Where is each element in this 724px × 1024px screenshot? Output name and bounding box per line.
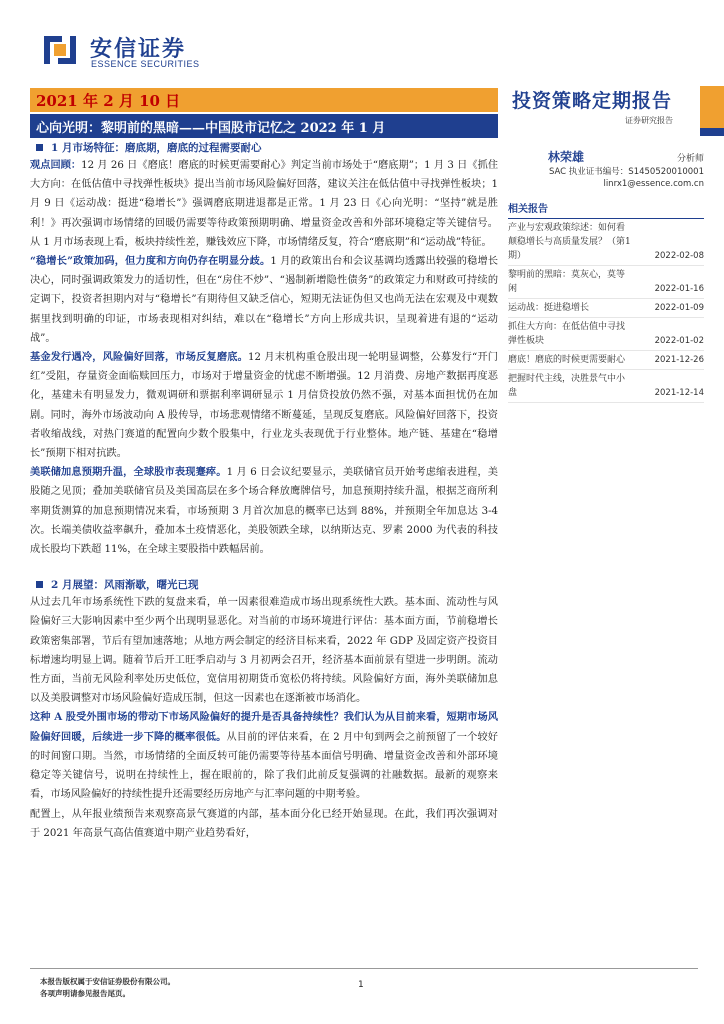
brand-logo <box>40 30 280 74</box>
paragraph: 美联储加息预期升温，全球股市表现蹇瘁。1 月 6 日会议纪要显示，美联储官员开始考虑缩表进程，美股随之见顶；叠加美联储官员及美国高层在多个场合释放鹰牌信号，加息预期持续升温，根据芝商所利率期货测算的加息预期情况来看，市场预期 3 月首次加息的概率已达到 88%，并预期全年加息达 3-4 次。长端美债收益率飙升，叠加本土疫情恶化，美股领跌全球，以纳斯达克、罗素 2000 为代表的科技成长股均下跌超 11%，在全球主要股指中跌幅居前。 <box>30 466 498 556</box>
analyst-email[interactable]: linrx1@essence.com.cn <box>603 179 704 189</box>
paragraph: 观点回顾：12 月 26 日《磨底！磨底的时候更需要耐心》判定当前市场处于“磨底期”；1 月 3 日《抓住大方向：在低估值中寻找弹性板块》提出当前市场风险偏好回落，建议关注在低估值中寻找弹性板块；1 月 9 日《运动战：挺进“稳增长”》强调磨底期进退都是正常。1 月 23 日《心向光明：“坚持”就是胜利！》再次强调市场情绪的回暖仍需要等待政策预期明确、增量资金改善和外部环境稳定等关键信号。从 1 月市场表现上看，板块持续性差，赚钱效应下降，市场情绪反复，符合“磨底期”和“运动战”特征。 <box>30 159 499 248</box>
paragraph: 配置上，从年报业绩预告来观察高景气赛道的内部，基本面分化已经开始显现。在此，我们再次强调对于 2021 年高景气高估值赛道中期产业趋势看好， <box>30 808 498 839</box>
paragraph: 基金发行遇冷，风险偏好回落，市场反复磨底。12 月末机构重仓股出现一轮明显调整，公募发行“开门红”受阻，存量资金面临赎回压力，市场对于增量资金的忧虑不断增强。12 月消费、房地产数据再度恶化，基建未有明显发力，微观调研和票据利率调研显示 1 月信贷投放仍然不强，对基本面担忧仍在加剧。同时，海外市场波动向 A 股传导，市场悲观情绪不断蔓延，呈现反复磨底。风险偏好回落下，投资者收缩战线，对热门赛道的配置向少数个股集中，行业龙头表现优于行业整体。地产链、基建在“稳增长”预期下相对抗跌。 <box>30 351 498 460</box>
related-report-item[interactable]: 磨底！磨底的时候更需要耐心 2021-12-26 <box>508 351 704 370</box>
report-title: 心向光明：黎明前的黑暗——中国股市记忆之 2022 年 1 月 <box>36 121 386 136</box>
square-bullet-icon <box>36 581 43 588</box>
analyst-name: 林荣雄 <box>548 150 585 164</box>
analyst-cert: SAC 执业证书编号：S1450520010001 <box>548 167 704 177</box>
page-number: 1 <box>358 980 364 990</box>
report-subtype: 证券研究报告 <box>625 116 673 125</box>
related-report-item[interactable]: 产业与宏观政策综述：如何看颠稳增长与高质量发展？（第1期） 2022-02-08 <box>508 219 704 266</box>
related-report-item[interactable]: 把握时代主线，决胜景气中小盘 2021-12-14 <box>508 370 704 403</box>
brand-name-cn: 安信证券 <box>90 37 187 62</box>
analyst-role: 分析师 <box>676 154 704 164</box>
related-report-item[interactable]: 抓住大方向：在低估值中寻找弹性板块 2022-01-02 <box>508 318 704 351</box>
square-bullet-icon <box>36 144 43 151</box>
related-report-item[interactable]: 黎明前的黑暗：莫灰心，莫等闲 2022-01-16 <box>508 266 704 299</box>
paragraph: 这种 A 股受外围市场的带动下市场风险偏好的提升是否具备持续性？我们认为从目前来看，短期市场风险偏好回暖，后续进一步下降的概率很低。从目前的评估来看，在 2 月中旬到两会之前预留了一个较好的时间窗口期。当然，市场情绪的全面反转可能仍需要等待基本面信号明确、增量资金改善和外部环境稳定等关键信号，说明在持续性上，握在眼前的，除了我们此前反复强调的社融数据。最新的观察来看，市场风险偏好的持续性提升还需要经历房地产与汇率问题的中期考验。 <box>30 711 498 801</box>
related-reports-heading: 相关报告 <box>508 200 704 219</box>
sidebar <box>508 148 704 403</box>
related-report-item[interactable]: 运动战：挺进稳增长 2022-01-09 <box>508 299 704 318</box>
footer-divider <box>30 968 698 969</box>
brand-name-en: ESSENCE SECURITIES <box>91 59 200 69</box>
header-decoration-bottom <box>700 128 724 136</box>
report-type: 投资策略定期报告 <box>512 90 673 112</box>
paragraph: “稳增长”政策加码，但力度和方向仍存在明显分歧。1 月的政策出台和会议基调均透露出较强的稳增长决心，同时强调政策发力的适切性，但在“房住不炒”、“遏制新增隐性债务”的政策定力和财政可持续的定调下，投资者担期内对与“稳增长”有期待但又缺乏信心，短期无法证伪但又也尚无法在宏观及中观数据里找到明确的印证，市场表现相对纠结，难以在“稳增长”方向上形成共识，呈现着进有退的“运动战”。 <box>30 255 499 344</box>
analyst-row <box>508 148 704 166</box>
paragraph: 从过去几年市场系统性下跌的复盘来看，单一因素很难造成市场出现系统性大跌。基本面、流动性与风险偏好三大影响因素中至少两个出现明显恶化。对当前的市场环境进行评估：基本面方面，节前稳增长政策密集部署，节后有望加速落地；从地方两会制定的经济目标来看，2022 年 GDP 及固定资产投资目标增速均明显上调。随着节后开工旺季启动与 3 月初两会召开，经济基本面前景有望进一步明朗。流动性方面，当前无风险利率处历史低位，宽信用初期货币宽松仍将持续。风险偏好方面，海外美联储加息以及美股调整对市场风险偏好造成压制，但这一因素也在逐渐被市场消化。 <box>30 597 498 705</box>
essence-logo-icon <box>40 30 80 70</box>
section-heading: 1 月市场特征：磨底期，磨底的过程需要耐心 <box>30 138 498 156</box>
report-date: 2021 年 2 月 10 日 <box>36 92 181 110</box>
header-decoration <box>700 86 724 128</box>
main-content <box>30 138 498 843</box>
section-heading: 2 月展望：风雨渐歇，曙光已现 <box>30 575 498 593</box>
footer-disclaimer: 本报告版权属于安信证券股份有限公司。 各项声明请参见报告尾页。 <box>40 977 175 998</box>
